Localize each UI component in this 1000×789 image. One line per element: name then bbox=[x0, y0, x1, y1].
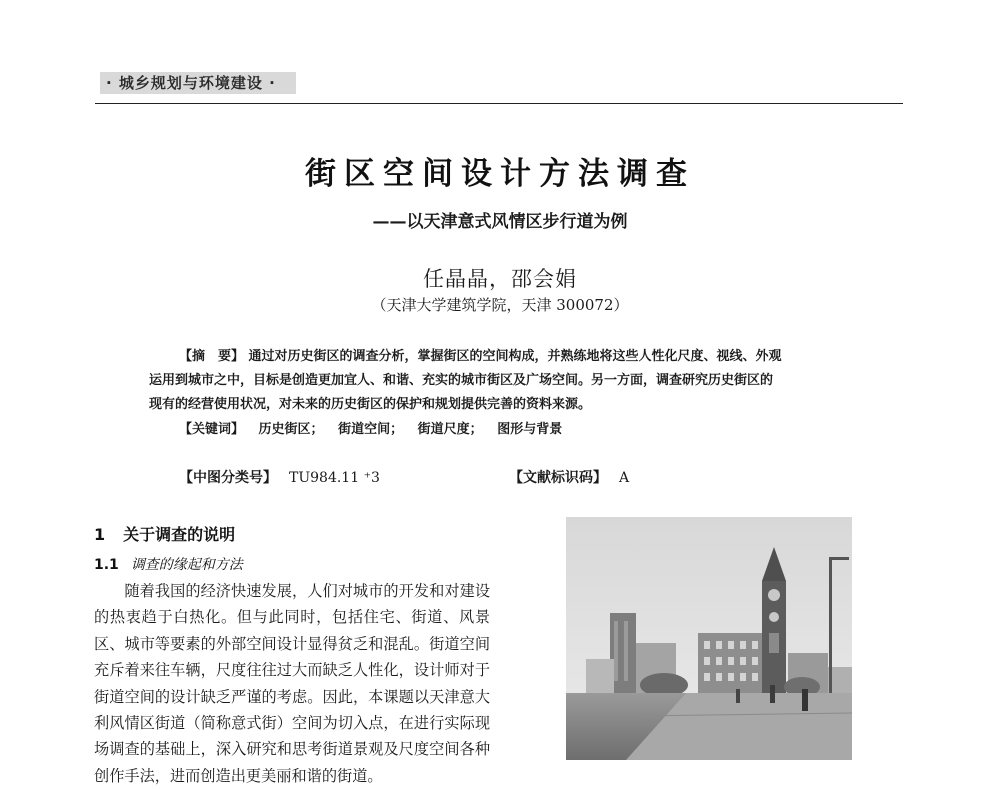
article-affiliation: （天津大学建筑学院，天津 300072） bbox=[371, 296, 629, 314]
article-subtitle: ——以天津意式风情区步行道为例 bbox=[372, 212, 628, 232]
clc-label: 【中图分类号】 bbox=[179, 470, 277, 486]
article-title: 街区空间设计方法调查 bbox=[305, 156, 695, 192]
keyword-item: 街道尺度； bbox=[417, 422, 483, 437]
abstract-label: 【摘 要】 bbox=[179, 349, 245, 364]
clc-value: TU984.11 ⁺3 bbox=[289, 470, 380, 486]
body-paragraph-column bbox=[94, 578, 490, 785]
clc-number bbox=[179, 467, 380, 487]
body-paragraph: 随着我国的经济快速发展，人们对城市的开发和对建设的热衷趋于白热化。但与此同时，包括住宅、街道、风景区、城市等要素的外部空间设计显得贫乏和混乱。街道空间充斥着来往车辆，尺度往往过大而缺乏人性化，设计师对于街道空间的设计缺乏严谨的考虑。因此，本课题以天津意大利风情区街道（简称意式街）空间为切入点，在进行实际现场调查的基础上，深入研究和思考街道景观及尺度空间各种创作手法，进而创造出更美丽和谐的街道。 bbox=[94, 582, 490, 785]
abstract-text-1: 通过对历史街区的调查分析，掌握街区的空间构成，并熟练地将这些人性化尺度、视线、外观 bbox=[248, 349, 782, 364]
keywords-block bbox=[179, 418, 562, 437]
abstract-line-1 bbox=[149, 345, 854, 369]
subsection-heading bbox=[94, 554, 243, 574]
section-heading bbox=[94, 522, 235, 545]
article-authors: 任晶晶，邵会娟 bbox=[423, 267, 577, 291]
subsection-title: 调查的缘起和方法 bbox=[130, 557, 243, 573]
journal-section-header: · 城乡规划与环境建设 · bbox=[100, 72, 296, 94]
header-divider bbox=[95, 103, 903, 104]
keywords-label: 【关键词】 bbox=[179, 422, 245, 437]
subsection-number: 1.1 bbox=[94, 557, 119, 573]
doc-code-value: A bbox=[619, 470, 630, 486]
doc-code-label: 【文献标识码】 bbox=[509, 470, 607, 486]
abstract-line-2: 运用到城市之中，目标是创造更加宜人、和谐、充实的城市街区及广场空间。另一方面，调查研究历史街区的 bbox=[149, 373, 774, 388]
keyword-item: 图形与背景 bbox=[497, 422, 563, 437]
section-title: 关于调查的说明 bbox=[123, 525, 236, 544]
keyword-item: 街道空间； bbox=[338, 422, 404, 437]
abstract-block bbox=[149, 345, 854, 417]
section-number: 1 bbox=[94, 525, 106, 544]
street-photo-icon bbox=[566, 517, 852, 760]
document-code bbox=[509, 467, 629, 487]
keyword-item: 历史街区； bbox=[258, 422, 324, 437]
abstract-line-3: 现有的经营使用状况，对未来的历史街区的保护和规划提供完善的资料来源。 bbox=[149, 397, 592, 412]
